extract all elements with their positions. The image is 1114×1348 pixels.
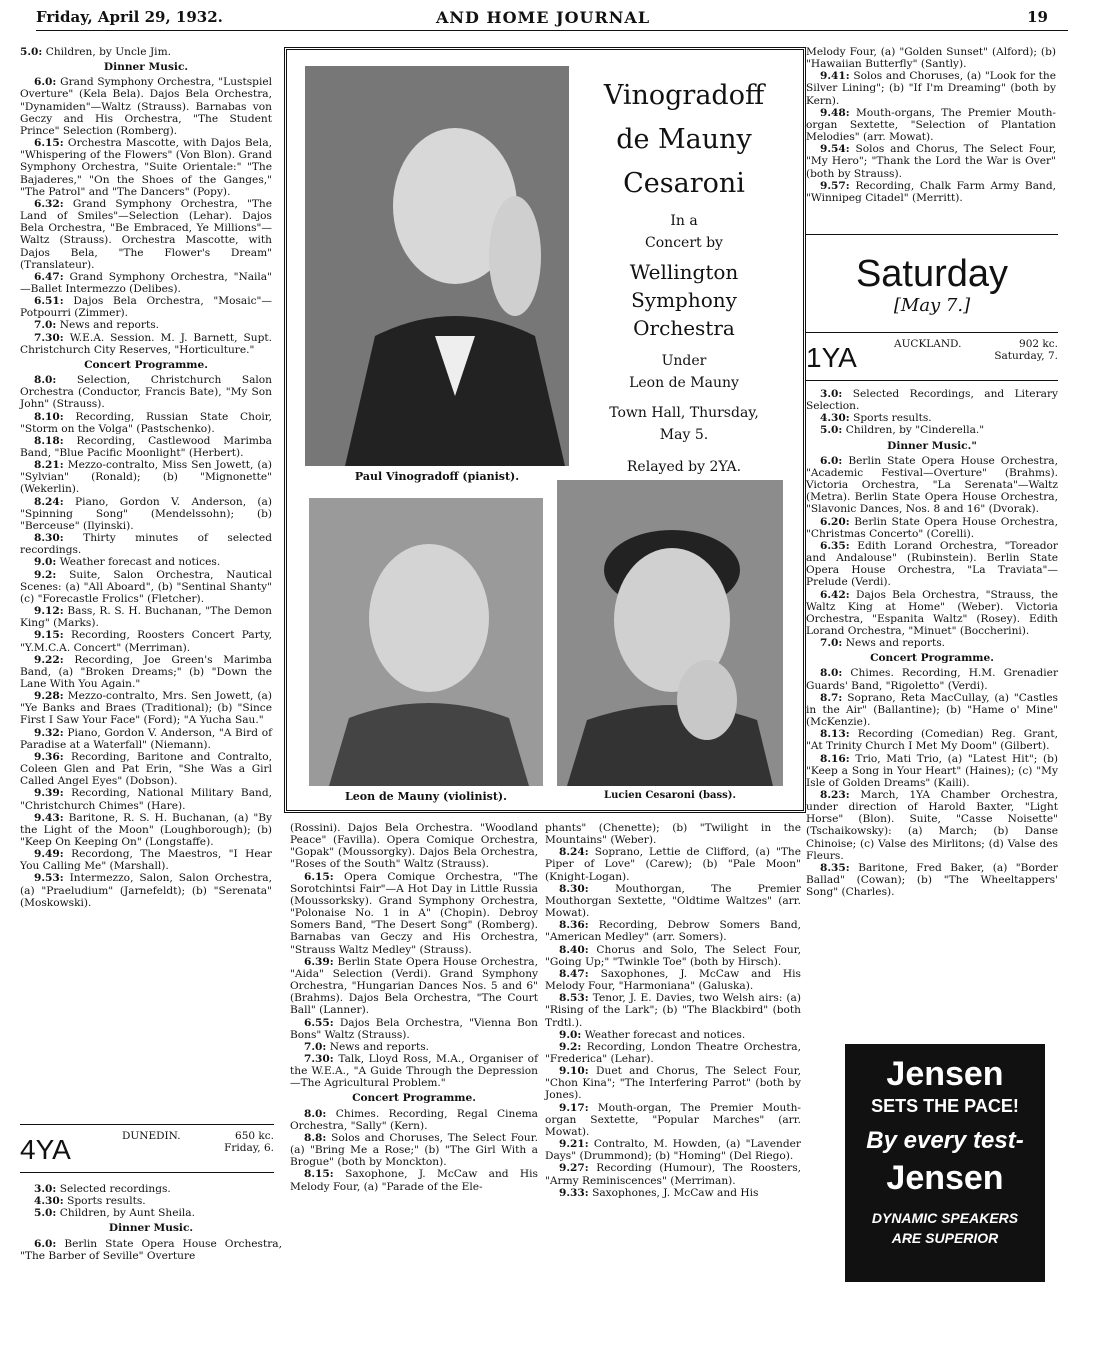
programme-time: 8.40: [559,943,589,956]
programme-time: 9.22: [34,653,64,666]
programme-time: 8.24: [34,495,64,508]
saturday-date: [May 7.] [893,295,971,316]
programme-time: 7.30: [34,331,64,344]
programme-time: 9.27: [559,1162,589,1175]
programme-item [545,992,801,1028]
concert-feature-box [284,47,806,813]
programme-text: Chimes. Recording, Regal Cinema Orchestra, "Sally" (Kern). [290,1107,538,1132]
column-2 [290,822,538,1193]
programme-item [20,629,272,653]
programme-item [545,822,801,846]
station-city: AUCKLAND. [894,338,962,350]
saturday-rule-top [806,234,1058,235]
programme-item [545,883,801,919]
programme-item [20,605,272,629]
programme-time: 7.0: [34,319,57,332]
programme-item [806,862,1058,898]
programme-text: Intermezzo, Salon, Salon Orchestra, (a) "Praeludium" (Jarnefeldt); (b) "Serenata" (Moskowski). [20,872,272,909]
concert-relay: Relayed by 2YA. [626,459,742,475]
concert-conductor: Leon de Mauny [629,375,739,391]
programme-text: Children, by Aunt Sheila. [59,1207,195,1220]
programme-item [20,690,272,726]
saturday-title: Saturday [855,253,1009,295]
programme-item [20,569,272,605]
programme-time: 5.0: [20,46,43,58]
column-3 [545,822,801,1199]
programme-item [806,637,1058,649]
programme-item [20,319,272,331]
programme-time: 6.55: [304,1016,334,1029]
programme-item [806,143,1056,179]
programme-time: 9.2: [559,1040,582,1053]
programme-text: phants" (Chenette); (b) "Twilight in the Mountains" (Weber). [545,822,801,847]
programme-item [290,1108,538,1132]
programme-item [290,822,538,871]
programme-time: 9.10: [559,1065,589,1078]
programme-item [20,374,272,410]
programme-time: 8.10: [34,410,64,423]
programme-time: 8.15: [304,1168,334,1181]
programme-time: 9.0: [559,1028,582,1041]
concert-name-1: Vinogradoff [603,80,765,111]
programme-text: Contralto, M. Howden, (a) "Lavender Days" (Drummond); (b) "Homing" (Del Riego). [545,1138,801,1163]
programme-item [20,812,272,848]
programme-time: 3.0: [34,1183,57,1195]
programme-item [20,46,272,58]
programme-text: Recordong, The Maestros, "I Hear You Calling Me" (Marshall). [20,848,273,873]
ad-line-6: ARE SUPERIOR [891,1230,999,1246]
programme-text: Recording, Roosters Concert Party, "Y.M.C.A. Concert" (Merriman). [20,629,273,654]
concert-text [579,74,789,478]
programme-text: Thirty minutes of selected recordings. [20,532,272,557]
programme-text: Recording, National Military Band, "Christchurch Chimes" (Hare). [20,787,272,812]
programme-time: 9.57: [820,179,850,192]
programme-item [20,295,272,319]
programme-text: March, 1YA Chamber Orchestra, under direction of Harold Baxter, "Light Horse" (Blon). Suite, "Casse Noisette" (Tschaikowsky): (a) March; (b) Danse Chinoise; (c) Valse des Mirlitons; (d) Valse des Fleurs. [806,789,1058,862]
programme-item [806,692,1058,728]
programme-text: Weather forecast and notices. [59,556,221,569]
programme-item [20,332,272,356]
programme-time: 6.0: [34,76,57,89]
programme-item [20,411,272,435]
programme-item [290,1041,538,1053]
programme-text: Talk, Lloyd Ross, M.A., Organiser of the W.E.A., "A Guide Through the Depression—The Agricultural Problem." [290,1052,538,1090]
programme-text: Duet and Chorus, The Select Four, "Chon Kina"; "The Interfering Parrot" (both by Jones). [545,1065,801,1102]
programme-text: Grand Symphony Orchestra, "Lustspiel Overture" (Kela Bela). Dajos Bela Orchestra, "Dynamiden"—Waltz (Strauss). Barnabas von Geczy and His Orchestra, "The Student Prince" Selection (Romberg). [20,76,272,137]
programme-item [20,76,272,137]
programme-item [20,1183,282,1195]
programme-time: 9.39: [34,787,64,800]
section-heading: Dinner Music. [103,61,189,74]
programme-item [806,180,1056,204]
photo-vinogradoff [305,66,569,466]
photo-cesaroni [557,480,783,786]
concert-in-a: In a [670,213,698,229]
programme-text: Bass, R. S. H. Buchanan, "The Demon King" (Marks). [20,605,272,630]
photo-de-mauny [309,498,543,786]
programme-text: Berlin State Opera House Orchestra, "Aida" Selection (Verdi). Grand Symphony Orchestra, "Hungarian Dances Nos. 5 and 6" (Brahms). Dajos Bela Orchestra, "The Court Ball" (Lanner). [290,955,538,1017]
programme-item [20,1195,282,1207]
programme-time: 8.18: [34,434,64,447]
concert-venue: Town Hall, Thursday, [609,405,759,421]
programme-time: 8.0: [820,667,843,680]
programme-time: 9.32: [34,726,64,739]
programme-time: 6.42: [820,588,850,601]
programme-text: Soprano, Reta MacCullay, (a) "Castles in the Air" (Ballantine); (b) "Hame o' Mine" (McKenzie). [806,691,1058,729]
station-rule-bottom [806,380,1058,381]
ad-line-3: By every test- [866,1127,1024,1154]
station-code: 1YA [806,342,857,373]
programme-item [290,1168,538,1192]
programme-text: Saxophones, J. McCaw and His Melody Four, "Harmoniana" (Galuska). [545,967,801,993]
programme-time: 7.0: [820,637,843,650]
programme-time: 9.15: [34,629,64,642]
programme-item [20,532,272,556]
programme-text: Mezzo-contralto, Miss Sen Jowett, (a) "Sylvian" (Ronald); (b) "Mignonette" (Wekerlin). [20,459,272,496]
ad-brand-1: Jensen [886,1055,1004,1093]
programme-time: 9.33: [559,1186,589,1199]
programme-item [545,1029,801,1041]
programme-item [545,919,801,943]
programme-text: Recording, Debrow Somers Band, "American Medley" (arr. Somers). [545,919,801,944]
station-rule-bottom [20,1172,274,1173]
programme-item [20,459,272,495]
programme-time: 8.35: [820,861,850,874]
programme-time: 6.39: [304,955,334,968]
programme-item [545,846,801,882]
programme-time: 9.0: [34,556,57,569]
programme-item [290,1017,538,1041]
programme-item [806,753,1058,789]
programme-item [20,556,272,568]
programme-text: Melody Four, (a) "Golden Sunset" (Alford); (b) "Hawaiian Butterfly" (Santly). [806,46,1056,71]
programme-item [545,1065,801,1101]
caption-vinogradoff: Paul Vinogradoff (pianist). [354,470,520,483]
programme-text: W.E.A. Session. M. J. Barnett, Supt. Christchurch City Reserves, "Horticulture." [20,331,272,356]
column-4-top [806,46,1056,204]
portrait-image [305,66,569,466]
programme-text: Grand Symphony Orchestra, "The Land of Smiles"—Selection (Lehar). Dajos Bela Orchestra, "Be Embraced, Ye Millions"—Waltz (Strauss). Orchestra Mascotte, with Dajos Bela, "The Flower's Dream" (Translateur). [20,197,273,271]
programme-item [290,956,538,1017]
programme-item [806,589,1058,638]
programme-time: 9.12: [34,605,64,618]
programme-item [545,1138,801,1162]
ad-line-5: DYNAMIC SPEAKERS [871,1210,1019,1226]
orchestra-1: Wellington [629,260,739,284]
station-rule-top [20,1124,274,1125]
programme-time: 9.43: [34,811,64,824]
programme-time: 8.0: [34,374,57,387]
programme-time: 8.24: [559,846,589,859]
programme-time: 9.2: [34,568,57,581]
programme-text: Edith Lorand Orchestra, "Toreador and Andalouse" (Rubinstein). Berlin State Opera House Orchestra, "La Traviata"—Prelude (Verdi). [806,539,1058,589]
programme-item [290,871,538,956]
programme-text: Selected Recordings, and Literary Selection. [806,388,1058,413]
programme-time: 6.15: [34,137,64,150]
programme-text: Tenor, J. E. Davies, two Welsh airs: (a) "Rising of the Lark"; (b) "The Blackbird" (both Trdtl.). [545,992,802,1029]
programme-item [806,728,1058,752]
programme-text: Solos and Chorus, The Select Four, "My Hero"; "Thank the Lord the War is Over" (both by Strauss). [806,143,1056,180]
programme-text: Mouth-organ, The Premier Mouth-organ Sextette, "Popular Marches" (arr. Mowat). [545,1101,801,1138]
programme-item [545,944,801,968]
programme-item [20,654,272,690]
programme-item [806,516,1058,540]
programme-text: Mouth-organs, The Premier Mouth-organ Sextette, "Selection of Plantation Melodies" (arr. Mowat). [806,106,1056,144]
programme-time: 4.30: [820,412,850,425]
programme-item [806,46,1056,70]
programme-text: Dajos Bela Orchestra, "Vienna Bon Bons" Waltz (Strauss). [290,1016,538,1041]
section-heading: Concert Programme. [352,1092,476,1105]
header-title: AND HOME JOURNAL [436,8,651,27]
programme-item [545,1162,801,1186]
programme-time: 8.30: [34,532,64,545]
page-header [36,8,1068,31]
programme-text: Recording (Humour), The Roosters, "Army Reminiscences" (Merriman). [545,1162,801,1187]
programme-time: 6.35: [820,539,850,552]
programme-text: Orchestra Mascotte, with Dajos Bela, "Whispering of the Flowers" (Von Blon). Grand Symphony Orchestra, "Suite Orientale:" "The Bajaderes," "On the Shoes of the Ganges," "The Patrol" and "The Dancers" (Popy). [20,137,273,198]
programme-time: 6.0: [34,1237,57,1250]
caption-cesaroni: Lucien Cesaroni (bass). [604,790,736,801]
programme-time: 9.49: [34,848,64,861]
station-freq: 902 kc. Saturday, 7. [994,338,1058,362]
programme-text: Berlin State Opera House Orchestra, "Christmas Concerto" (Corelli). [806,515,1058,540]
programme-text: Mouthorgan, The Premier Mouthorgan Sextette, "Oldtime Waltzes" (arr. Mowat). [545,882,801,920]
programme-text: Selected recordings. [59,1183,171,1195]
concert-by: Concert by [645,235,723,251]
saturday-heading [806,254,1058,318]
programme-text: Baritone, R. S. H. Buchanan, (a) "By the Light of the Moon" (Loughborough); (b) "Keep On Keeping On" (Longstaffe). [20,811,272,848]
programme-item [290,1132,538,1168]
column-4-saturday [806,388,1058,898]
programme-text: Berlin State Opera House Orchestra, "The Barber of Seville" Overture [20,1237,282,1262]
programme-time: 5.0: [820,424,843,437]
programme-time: 8.16: [820,752,850,765]
programme-time: 7.30: [304,1052,334,1065]
programme-text: Saxophones, J. McCaw and His [592,1186,759,1199]
programme-time: 8.23: [820,789,850,801]
programme-text: Chimes. Recording, H.M. Grenadier Guards' Band, "Rigoletto" (Verdi). [806,667,1059,692]
programme-text: Recording, Russian State Choir, "Storm on the Volga" (Pastschenko). [20,410,272,435]
concert-date: May 5. [659,427,709,443]
programme-time: 5.0: [34,1207,57,1220]
programme-text: Weather forecast and notices. [584,1028,746,1041]
programme-time: 8.13: [820,728,850,741]
programme-text: Recording, London Theatre Orchestra, "Frederica" (Lehar). [545,1040,801,1065]
programme-item [806,789,1058,862]
programme-time: 8.47: [559,967,589,980]
programme-item [20,872,272,908]
ad-line-2: SETS THE PACE! [871,1096,1019,1116]
programme-time: 8.7: [820,691,843,704]
jensen-advertisement [845,1044,1045,1282]
programme-text: Recording, Chalk Farm Army Band, "Winnipeg Citadel" (Merritt). [806,179,1056,204]
programme-item [20,1207,282,1219]
programme-item [545,968,801,992]
programme-text: Recording (Comedian) Reg. Grant, "At Trinity Church I Met My Doom" (Gilbert). [806,728,1058,753]
programme-time: 7.0: [304,1040,327,1053]
page-number: 19 [1027,8,1048,26]
ad-brand-2: Jensen [886,1159,1004,1197]
programme-item [20,137,272,198]
concert-under: Under [661,353,707,369]
programme-text: Children, by Uncle Jim. [45,46,171,58]
programme-text: Trio, Mati Trio, (a) "Latest Hit"; (b) "Keep a Song in Your Heart" (Haines); (c) "My Isle of Golden Dreams" (Kaili). [806,752,1058,789]
programme-text: News and reports. [845,637,946,650]
programme-item [20,751,272,787]
programme-text: Grand Symphony Orchestra, "Naila" —Ballet Intermezzo (Delibes). [20,270,272,295]
concert-name-3: Cesaroni [623,168,745,199]
programme-time: 9.53: [34,872,64,885]
portrait-image [309,498,543,786]
programme-time: 8.36: [559,919,589,932]
portrait-image [557,480,783,786]
section-heading: Dinner Music." [887,439,977,452]
programme-item [20,435,272,459]
programme-item [806,424,1058,436]
programme-time: 8.30: [559,882,589,895]
programme-time: 6.47: [34,270,64,283]
programme-item [20,1238,282,1262]
programme-text: Baritone, Fred Baker, (a) "Border Ballad" (Cowan); (b) "The Wheeltappers' Song" (Charles). [806,861,1058,899]
station-freq: 650 kc. Friday, 6. [224,1130,274,1154]
programme-time: 6.32: [34,197,64,210]
column-1-dunedin [20,1183,282,1262]
orchestra-3: Orchestra [633,316,735,340]
programme-text: Opera Comique Orchestra, "The Sorotchintsi Fair"—A Hot Day in Little Russia (Moussorksky). Grand Symphony Orchestra, "Polonaise No. 1 in A" (Chopin). Debroy Somers Band, "The Desert Song" (Romberg). Barnabas van Geczy and His Orchestra, "Strauss Waltz Medley" (Strauss). [290,870,538,956]
programme-text: News and reports. [329,1040,430,1053]
section-heading: Concert Programme. [870,652,994,665]
caption-de-mauny: Leon de Mauny (violinist). [345,790,507,803]
programme-text: Dajos Bela Orchestra, "Mosaic"—Potpourri (Zimmer). [20,295,273,320]
programme-text: Sports results. [853,412,932,425]
programme-item [20,787,272,811]
programme-text: Suite, Salon Orchestra, Nautical Scenes: (a) "All Aboard", (b) "Sentinal Shanty" (c) "Forecastle Frolics" (Fletcher). [20,568,272,605]
programme-time: 8.21: [34,459,64,472]
programme-text: Chorus and Solo, The Select Four, "Going Up;" "Twinkle Toe" (both by Hirsch). [545,943,801,968]
programme-item [20,848,272,872]
programme-item [20,198,272,271]
programme-time: 3.0: [820,388,843,400]
programme-text: News and reports. [59,319,160,332]
programme-text: Recording, Castlewood Marimba Band, "Blue Pacific Moonlight" (Herbert). [20,434,272,459]
programme-item [806,540,1058,589]
programme-item [806,70,1056,106]
programme-item [20,271,272,295]
programme-text: Saxophone, J. McCaw and His Melody Four, (a) "Parade of the Ele- [290,1168,538,1193]
programme-time: 6.51: [34,295,64,308]
station-code: 4YA [20,1134,71,1165]
section-heading: Concert Programme. [84,358,208,371]
programme-item [290,1053,538,1089]
programme-item [806,107,1056,143]
programme-text: Solos and Choruses, The Select Four. (a) "Bring Me a Rose;" (b) "The Girl With a Brogue" (both by Monckton). [290,1131,538,1169]
programme-time: 9.41: [820,70,850,83]
programme-item [806,455,1058,516]
programme-time: 9.48: [820,106,850,119]
programme-item [545,1102,801,1138]
station-city: DUNEDIN. [122,1130,181,1142]
programme-time: 9.36: [34,750,64,763]
programme-time: 6.15: [304,870,334,883]
programme-time: 9.17: [559,1101,589,1114]
programme-item [806,388,1058,412]
programme-item [806,667,1058,691]
station-rule-top [806,332,1058,333]
station-4ya-header [20,1128,274,1174]
concert-name-2: de Mauny [616,124,752,155]
orchestra-2: Symphony [631,288,737,312]
programme-item [545,1187,801,1199]
programme-time: 4.30: [34,1195,64,1208]
programme-text: Recording, Baritone and Contralto, Coleen Glen and Pat Erin, "She Was a Girl Called Angel Eyes" (Dobson). [20,750,272,788]
programme-item [20,496,272,532]
programme-time: 8.8: [304,1131,327,1144]
programme-text: Children, by "Cinderella." [845,424,985,437]
programme-text: Piano, Gordon V. Anderson, (a) "Spinning Song" (Mendelssohn); (b) "Berceuse" (Ilyinski). [20,495,272,532]
programme-text: (Rossini). Dajos Bela Orchestra. "Woodland Peace" (Favilla). Opera Comique Orchestra, "Gopak" (Moussorgky). Dajos Bela Orchestra, "Roses of the South" Waltz (Strauss). [290,822,538,871]
programme-time: 6.20: [820,515,850,528]
programme-time: 6.0: [820,454,843,467]
programme-text: Dajos Bela Orchestra, "Strauss, the Waltz King at Home" (Weber). Victoria Orchestra, "Espanita Waltz" (Rosey). Edith Lorand Orchestra, "Minuet" (Boccherini). [806,588,1058,637]
programme-time: 8.53: [559,992,589,1005]
programme-item [806,412,1058,424]
programme-text: Soprano, Lettie de Clifford, (a) "The Piper of Love" (Carew); (b) "Pale Moon" (Knight-Logan). [545,846,801,883]
programme-text: Selection, Christchurch Salon Orchestra (Conductor, Francis Bate), "My Son John" (Strauss). [20,374,272,411]
column-1 [20,46,272,909]
programme-time: 9.54: [820,143,850,156]
programme-item [545,1041,801,1065]
station-1ya-header [806,336,1058,382]
programme-time: 9.28: [34,690,64,703]
programme-item [20,727,272,751]
header-date: Friday, April 29, 1932. [36,8,223,26]
programme-text: Berlin State Opera House Orchestra, "Academic Festival—Overture" (Brahms). Victoria Orchestra, "La Serenata"—Waltz (Metra). Berlin State Opera House Orchestra, "Slavonic Dances, Nos. 8 and 16" (Dvorak). [806,454,1058,516]
programme-time: 9.21: [559,1138,589,1151]
section-heading: Dinner Music. [108,1222,194,1235]
programme-text: Solos and Choruses, (a) "Look for the Silver Lining"; (b) "If I'm Dreaming" (both by Kern). [806,70,1056,107]
programme-text: Recording, Joe Green's Marimba Band, (a) "Broken Dreams;" (b) "Down the Lane With You Again." [20,653,272,690]
programme-text: Mezzo-contralto, Mrs. Sen Jowett, (a) "Ye Banks and Braes (Traditional); (b) "Since First I Saw Your Face" (Ford); "A Yucha Sau." [20,690,272,727]
programme-text: Sports results. [67,1195,146,1208]
programme-text: Piano, Gordon V. Anderson, "A Bird of Paradise at a Waterfall" (Niemann). [20,726,273,751]
programme-time: 8.0: [304,1107,327,1120]
